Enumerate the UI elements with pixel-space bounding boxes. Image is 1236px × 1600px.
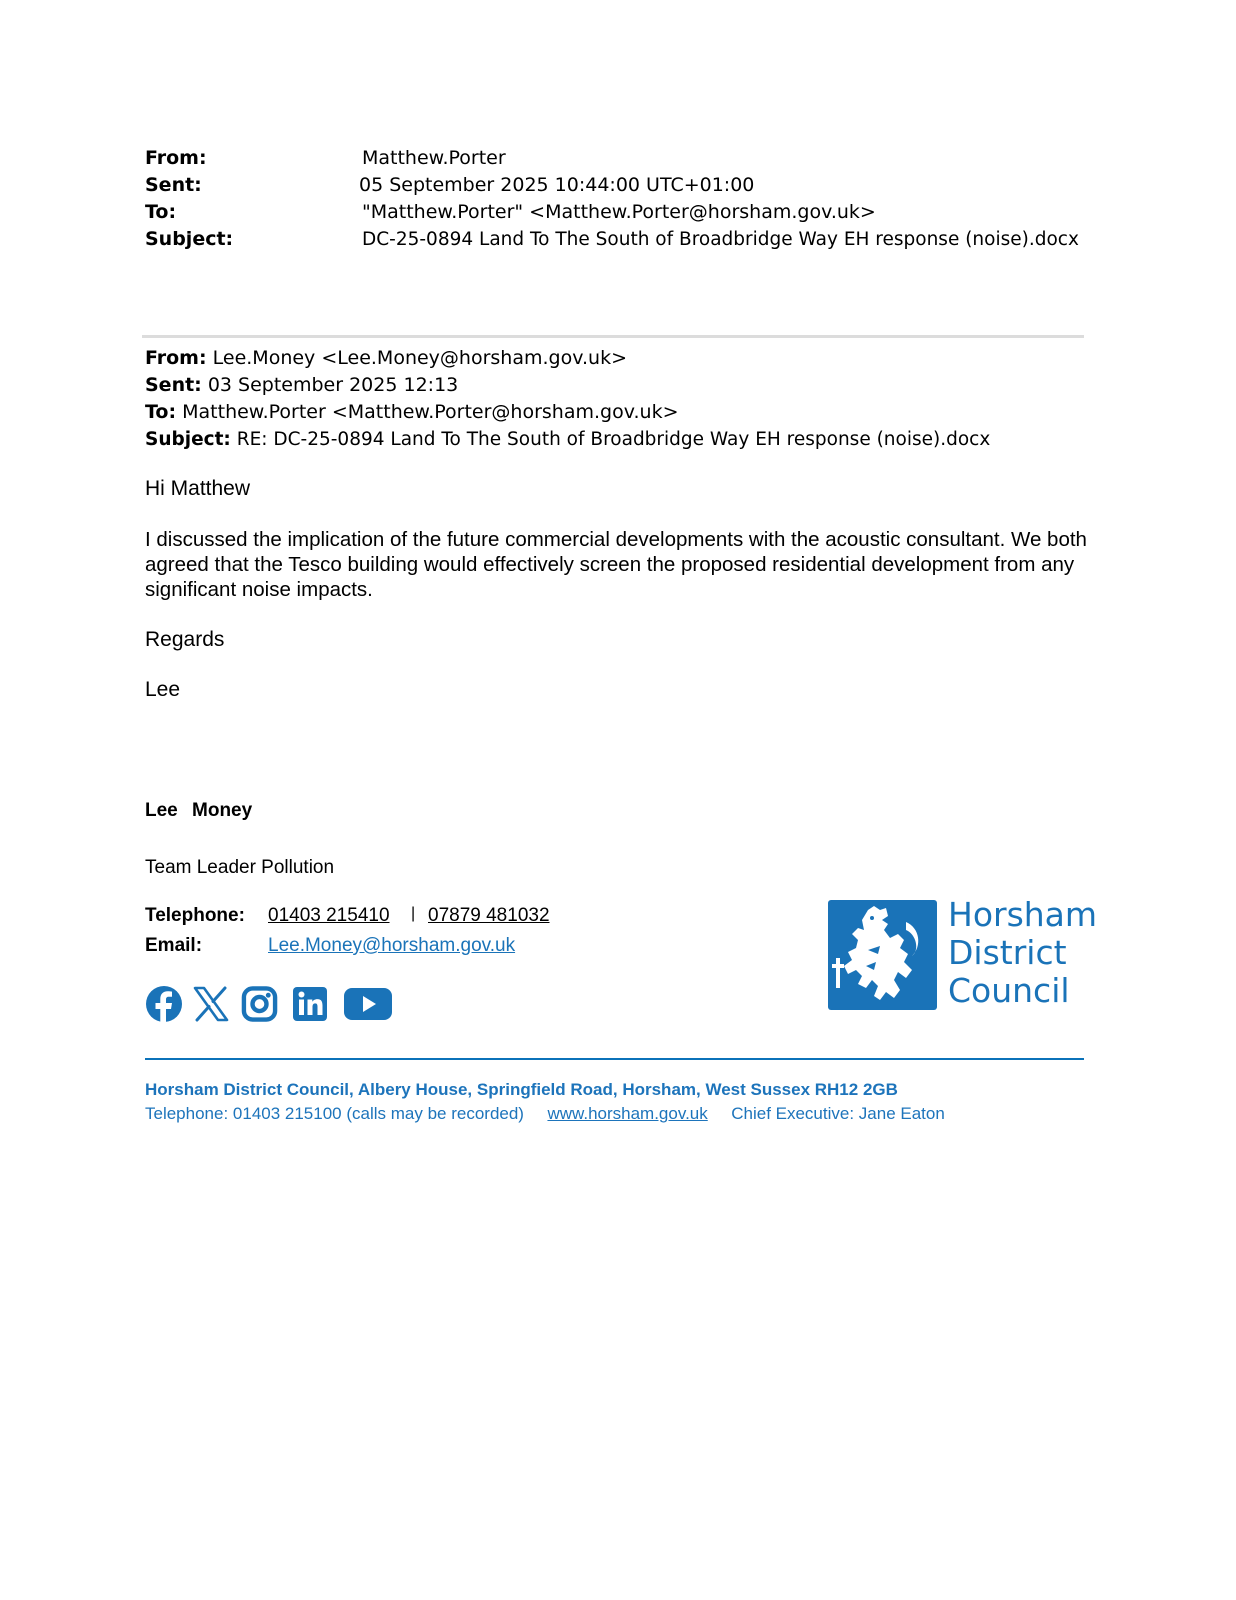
header-divider (142, 335, 1084, 338)
footer-address: Horsham District Council, Albery House, Springfield Road, Horsham, West Sussex RH12 2GB (145, 1080, 898, 1099)
linkedin-icon[interactable] (292, 985, 328, 1023)
header-to-label: To: (145, 201, 177, 223)
header-to-value: "Matthew.Porter" <Matthew.Porter@horsham.gov.uk> (362, 201, 876, 223)
footer-contact-line (145, 1104, 945, 1124)
email-link[interactable]: Lee.Money@horsham.gov.uk (268, 935, 516, 956)
forwarded-subject-value: RE: DC-25-0894 Land To The South of Broadbridge Way EH response (noise).docx (230, 429, 991, 450)
forwarded-from (145, 345, 627, 372)
logo-line-2: District (948, 933, 1067, 972)
telephone-label: Telephone: (145, 905, 245, 926)
logo-line-3: Council (948, 971, 1070, 1010)
body-signoff: Lee (145, 678, 181, 701)
forwarded-to-label: To: (145, 401, 177, 423)
instagram-icon[interactable] (241, 985, 278, 1023)
logo-line-1: Horsham (948, 895, 1098, 934)
telephone-separator: | (411, 905, 416, 922)
email-label: Email: (145, 935, 203, 956)
telephone-2-link[interactable]: 07879 481032 (428, 905, 550, 926)
facebook-icon[interactable] (145, 985, 183, 1023)
forwarded-sent-value: 03 September 2025 12:13 (201, 374, 459, 396)
logo-text (948, 896, 1097, 1010)
body-closing: Regards (145, 628, 225, 651)
header-subject-label: Subject: (145, 228, 234, 250)
signature-title: Team Leader Pollution (145, 857, 335, 878)
forwarded-from-value: Lee.Money <Lee.Money@horsham.gov.uk> (206, 347, 627, 369)
footer-chief-executive: Chief Executive: Jane Eaton (731, 1104, 945, 1123)
header-sent-value: 05 September 2025 10:44:00 UTC+01:00 (359, 174, 755, 196)
header-from-value: Matthew.Porter (362, 147, 506, 169)
header-sent-label: Sent: (145, 174, 202, 196)
forwarded-subject-label: Subject: (145, 429, 231, 450)
forwarded-from-label: From: (145, 347, 207, 369)
footer-telephone: Telephone: 01403 215100 (calls may be recorded) (145, 1104, 524, 1123)
telephone-1-link[interactable]: 01403 215410 (268, 905, 390, 926)
body-greeting: Hi Matthew (145, 477, 251, 500)
footer-website-link[interactable]: www.horsham.gov.uk (547, 1104, 708, 1123)
forwarded-sent (145, 372, 458, 399)
signature-name: Lee Money (145, 800, 253, 821)
council-logo (828, 895, 1098, 1010)
forwarded-sent-label: Sent: (145, 374, 202, 396)
youtube-icon[interactable] (343, 985, 393, 1023)
forwarded-subject (145, 426, 990, 453)
forwarded-to-value: Matthew.Porter <Matthew.Porter@horsham.gov.uk> (176, 401, 679, 423)
header-subject-value: DC-25-0894 Land To The South of Broadbridge Way EH response (noise).docx (362, 229, 1079, 250)
x-icon[interactable] (193, 985, 229, 1023)
header-from-label: From: (145, 147, 207, 169)
footer-divider (145, 1058, 1084, 1060)
body-paragraph: I discussed the implication of the future commercial developments with the acoustic consultant. We both agreed that the Tesco building would effectively screen the proposed residential development from any significant noise impacts. (145, 528, 1087, 601)
forwarded-to (145, 399, 679, 426)
